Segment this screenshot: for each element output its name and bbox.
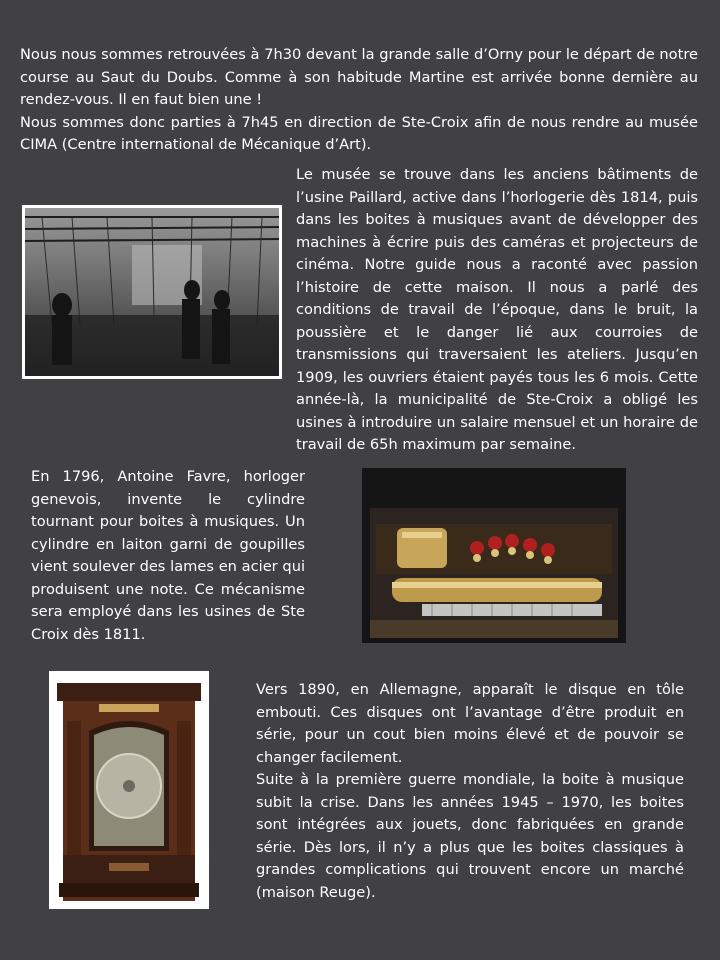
intro-text <box>20 44 698 157</box>
disc-paragraph-2: Suite à la première guerre mondiale, la boite à musique subit la crise. Dans les années 1945 – 1970, les boites sont intégrées aux jouets, donc fabriquées en grande série. Dès lors, il n’y a plus que les boites classiques à grandes complications qui trouvent encore un marché (maison Reuge). <box>256 771 684 901</box>
cylinder-music-box-photo <box>362 468 626 643</box>
disc-history-text <box>256 679 684 904</box>
museum-history-paragraph: Le musée se trouve dans les anciens bâtiments de l’usine Paillard, active dans l’horlogerie dès 1814, puis dans les boites à musiques avant de développer des machines à écrire puis des caméras et projecteurs de cinéma. Notre guide nous a raconté avec passion l’histoire de cette maison. Il nous a parlé des conditions de travail de l’époque, dans le bruit, la poussière et le danger lié aux courroies de transmissions qui traversaient les ateliers. Jusqu’en 1909, les ouvriers étaient payés tous les 6 mois. Cette année-là, la municipalité de Ste-Croix a obligé les usines à introduire un salaire mensuel et un horaire de travail de 65h maximum par semaine. <box>296 166 698 453</box>
intro-paragraph-1: Nous nous sommes retrouvées à 7h30 devant la grande salle d’Orny pour le départ de notre course au Saut du Doubs. Comme à son habitude Martine est arrivée bonne dernière au rendez-vous. Il en faut bien une ! <box>20 46 698 108</box>
disc-music-box-cabinet-photo <box>49 671 209 909</box>
disc-paragraph-1: Vers 1890, en Allemagne, apparaît le disque en tôle embouti. Ces disques ont l’avantage d’être produit en série, pour un cout bien moins élevé et de pouvoir se changer facilement. <box>256 681 684 766</box>
factory-workshop-photo <box>22 205 282 379</box>
intro-paragraph-2: Nous sommes donc parties à 7h45 en direction de Ste-Croix afin de nous rendre au musée CIMA (Centre international de Mécanique d’Art). <box>20 113 698 153</box>
favre-cylinder-paragraph: En 1796, Antoine Favre, horloger genevois, invente le cylindre tournant pour boites à musiques. Un cylindre en laiton garni de goupilles vient soulever des lames en acier qui produisent une note. Ce mécanisme sera employé dans les usines de Ste Croix dès 1811. <box>31 468 305 643</box>
